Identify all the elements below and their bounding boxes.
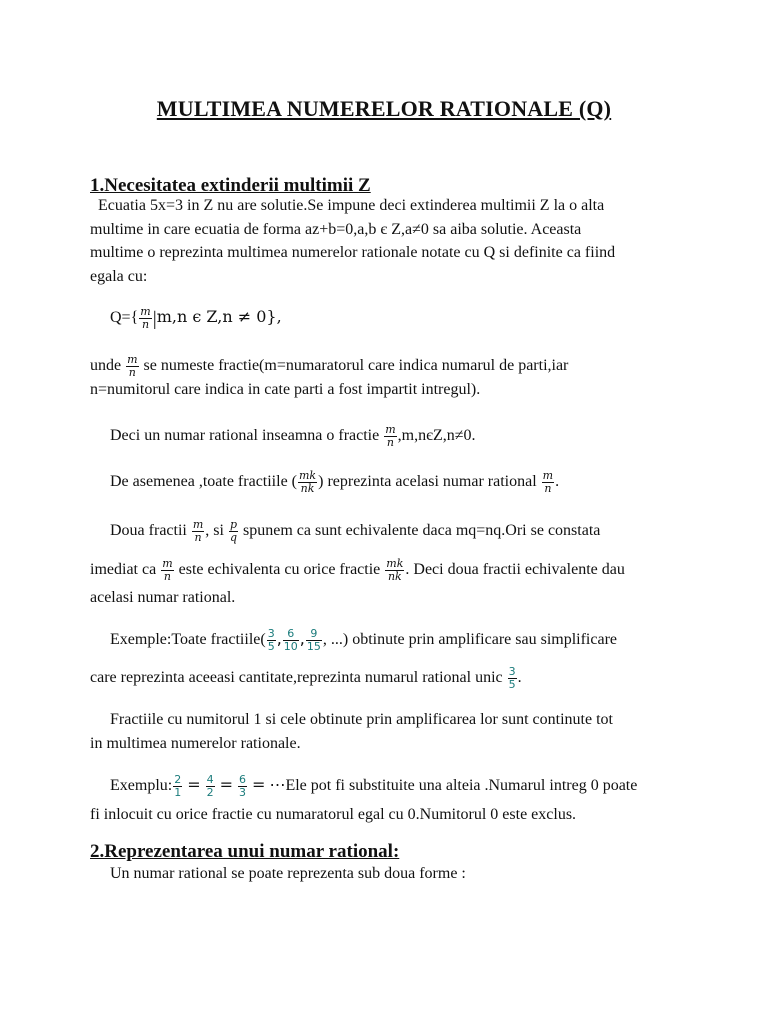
fraction-m-over-n: $\frac{m}{n}$ bbox=[127, 353, 138, 379]
fraction-m-over-n: $\frac{m}{n}$ bbox=[140, 305, 151, 331]
fraction-mk-over-nk: $\frac{mk}{nk}$ bbox=[299, 469, 317, 495]
unde-line: unde $\frac{m}{n}$ se numeste fractie(m=numaratorul care indica numarul de parti,iar bbox=[90, 353, 569, 379]
fraction-3-over-5: $\frac{3}{5}$ bbox=[267, 627, 275, 653]
fraction-mk-over-nk: $\frac{mk}{nk}$ bbox=[386, 557, 404, 583]
fraction-6-over-10: $\frac{6}{10}$ bbox=[283, 627, 298, 653]
exemplu-line: Exemplu: $\frac{2}{1}$ = $\frac{4}{2}$ = $\frac{6}{3}$ = ⋯Ele pot fi substituite una alteia .Numarul intreg 0 poate bbox=[110, 773, 638, 799]
doua-fractii-line: Doua fractii $\frac{m}{n}$ , si $\frac{p}{q}$ spunem ca sunt echivalente daca mq=nq.Ori se constata bbox=[110, 518, 601, 544]
fraction-p-over-q: $\frac{p}{q}$ bbox=[229, 518, 238, 544]
definition-line bbox=[110, 306, 282, 331]
fraction-m-over-n: $\frac{m}{n}$ bbox=[162, 557, 173, 583]
care-line: care reprezinta aceeasi cantitate,reprezinta numarul rational unic $\frac{3}{5}$ . bbox=[90, 665, 522, 691]
page-title: MULTIMEA NUMERELOR RATIONALE (Q) bbox=[156, 96, 612, 121]
paragraph-line: in multimea numerelor rationale. bbox=[90, 735, 301, 752]
fraction-m-over-n: $\frac{m}{n}$ bbox=[542, 469, 554, 495]
paragraph-line: n=numitorul care indica in cate parti a fost impartit intregul). bbox=[90, 381, 481, 398]
paragraph-line: fi inlocuit cu orice fractie cu numaratorul egal cu 0.Numitorul 0 este exclus. bbox=[90, 806, 577, 823]
paragraph-line: Ecuatia 5x=3 in Z nu are solutie.Se impune deci extinderea multimii Z la o alta bbox=[98, 197, 605, 214]
fraction-9-over-15: $\frac{9}{15}$ bbox=[306, 627, 321, 653]
fraction-3-over-5: $\frac{3}{5}$ bbox=[508, 665, 516, 691]
imediat-line: imediat ca $\frac{m}{n}$ este echivalenta cu orice fractie $\frac{mk}{nk}$ . Deci doua fractii echivalente dau bbox=[90, 557, 625, 583]
fraction-6-over-3: $\frac{6}{3}$ bbox=[239, 773, 247, 799]
paragraph-line: multime o reprezinta multimea numerelor rationale notate cu Q si definite ca fiind bbox=[90, 244, 616, 261]
paragraph-line: Un numar rational se poate reprezenta sub doua forme : bbox=[110, 865, 466, 882]
fraction-m-over-n: $\frac{m}{n}$ bbox=[385, 423, 396, 449]
definition-prefix: Q={ bbox=[110, 309, 139, 327]
fraction-2-over-1: $\frac{2}{1}$ bbox=[174, 773, 182, 799]
deasemenea-line: De asemenea ,toate fractiile ( $\frac{mk}{nk}$ ) reprezinta acelasi numar rational $\frac{m}{n}$ . bbox=[110, 469, 560, 495]
deci-line: Deci un numar rational inseamna o fractie $\frac{m}{n}$ ,m,nєZ,n≠0. bbox=[110, 423, 476, 449]
paragraph-line: acelasi numar rational. bbox=[90, 589, 236, 606]
fraction-4-over-2: $\frac{4}{2}$ bbox=[206, 773, 214, 799]
section-1-heading: 1.Necesitatea extinderii multimii Z bbox=[90, 175, 371, 196]
fraction-m-over-n: $\frac{m}{n}$ bbox=[192, 518, 204, 544]
definition-suffix: m,n є Z,n ≠ 0}, bbox=[156, 307, 282, 327]
section-2-heading: 2.Reprezentarea unui numar rational: bbox=[90, 841, 400, 862]
set-bar-symbol: | bbox=[152, 307, 157, 330]
paragraph-line: multime in care ecuatia de forma az+b=0,a,b є Z,a≠0 sa aiba solutie. Aceasta bbox=[90, 221, 582, 238]
exemple-line: Exemple:Toate fractiile( $\frac{3}{5}$ , $\frac{6}{10}$ , $\frac{9}{15}$ , ...) obtinute prin amplificare sau simplificare bbox=[110, 627, 617, 653]
paragraph-line: Fractiile cu numitorul 1 si cele obtinute prin amplificarea lor sunt continute tot bbox=[110, 711, 613, 728]
paragraph-line: egala cu: bbox=[90, 268, 148, 285]
